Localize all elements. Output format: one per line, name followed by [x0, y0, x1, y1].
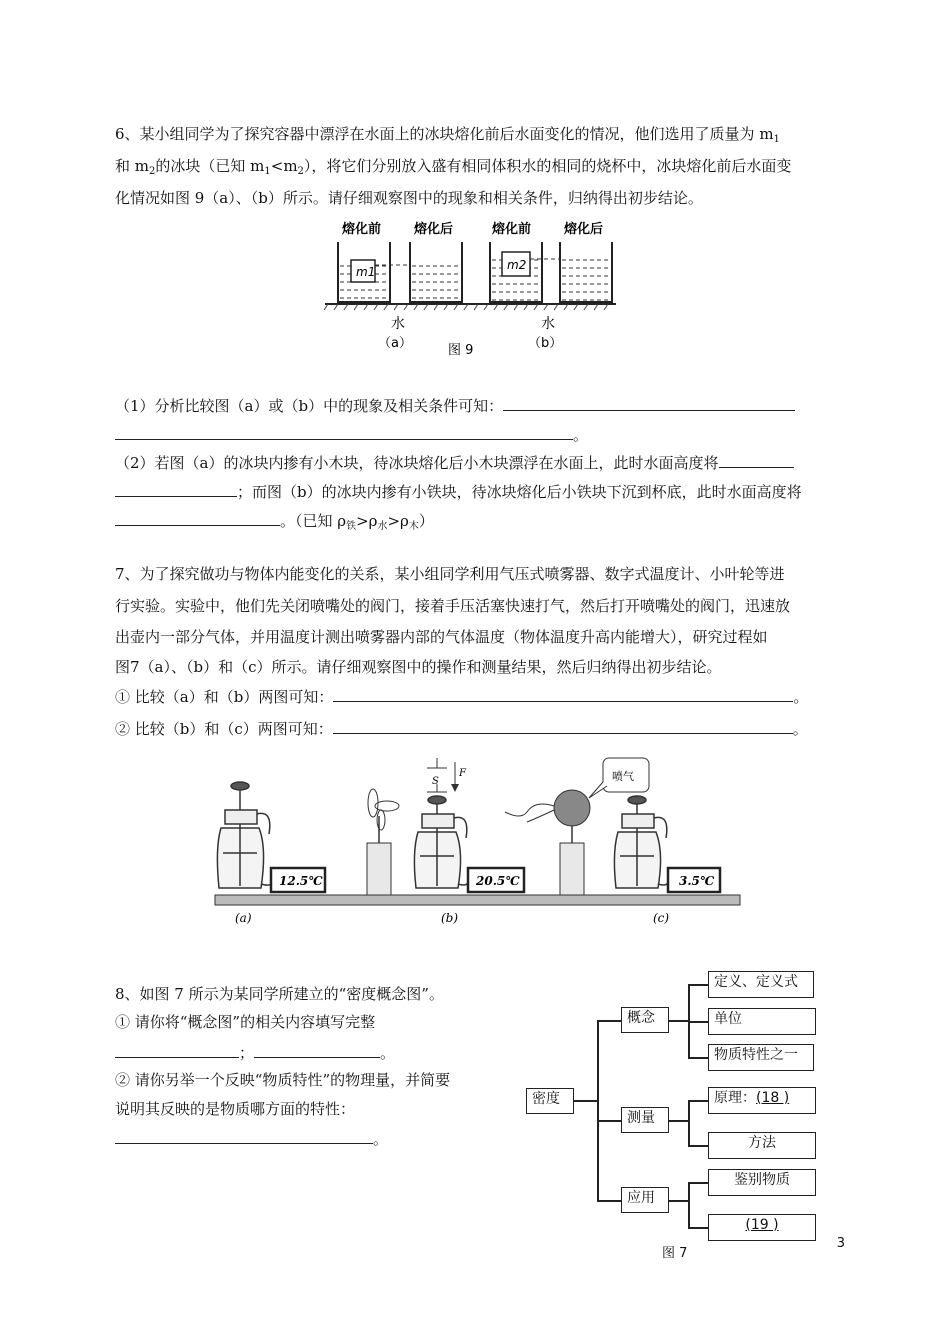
- node-property: 物质特性之一: [708, 1044, 814, 1071]
- q8-line1: 8、如图 7 所示为某同学所建立的“密度概念图”。: [115, 985, 444, 1003]
- q7-line2: 行实验。实验中，他们先关闭喷嘴处的阀门，接着手压活塞快速打气，然后打开喷嘴处的阀门，迅速放: [115, 597, 791, 615]
- q6-sub2-line2: ；而图（b）的冰块内掺有小铁块，待冰块熔化后小铁块下沉到杯底，此时水面高度将: [115, 480, 802, 503]
- q6-sub2-line3: 。（已知 $\rho_铁>\rho_水>\rho_木$）: [115, 509, 434, 538]
- q6-line1: 6、某小组同学为了探究容器中漂浮在水面上的冰块熔化前后水面变化的情况，他们选用了质量为 $m_1$: [115, 125, 780, 145]
- blank-18: (18 ): [756, 1090, 790, 1106]
- beaker-a-before: [338, 242, 390, 302]
- mass-label-b: m2: [507, 258, 527, 272]
- temp-reading-c: 3.5℃: [679, 874, 715, 888]
- fig7-label-a: (a): [235, 911, 252, 925]
- node-method: 方法: [708, 1132, 816, 1159]
- fan-icon: [368, 789, 399, 830]
- distance-s-label: S: [432, 776, 439, 787]
- figure-9-caption: 图 9: [448, 343, 474, 358]
- node-unit: 单位: [708, 1008, 816, 1035]
- node-concept: 概念: [621, 1007, 669, 1033]
- q6-sub1: （1）分析比较图（a）或（b）中的现象及相关条件可知：: [115, 394, 795, 417]
- impeller-icon: [554, 790, 590, 826]
- fig7-label-b: (b): [441, 911, 459, 925]
- sprayer-b: [414, 796, 466, 888]
- beaker-a-after: [410, 242, 462, 302]
- node-blank-19: [708, 1214, 816, 1241]
- label-before-a: 熔化前: [342, 222, 382, 237]
- water-label-a: 水: [391, 316, 405, 332]
- force-f-label: F: [459, 768, 466, 779]
- label-before-b: 熔化前: [492, 222, 532, 237]
- temp-reading-b: 20.5℃: [476, 874, 520, 888]
- node-apply: 应用: [621, 1187, 669, 1213]
- q6-sub1-cont: 。: [115, 423, 588, 446]
- q7-line3: 出壶内一部分气体，并用温度计测出喷雾器内部的气体温度（物体温度升高内能增大），研究过程如: [115, 628, 768, 646]
- sub-label-b: （b）: [528, 336, 563, 351]
- fig7-label-c: (c): [653, 911, 670, 925]
- node-principle: 原理：(18 ): [708, 1087, 816, 1114]
- q8-item2-blank: 。: [115, 1127, 388, 1150]
- q7-line1: 7、为了探究做功与物体内能变化的关系，某小组同学利用气压式喷雾器、数字式温度计、小叶轮等进: [115, 565, 785, 583]
- q7-item2: ② 比较（b）和（c）两图可知： 。: [115, 717, 808, 740]
- beaker-b-after: [560, 242, 612, 302]
- figure-7-caption: 图 7: [662, 1246, 688, 1261]
- q7-line4: 图7（a）、（b）和（c）所示。请仔细观察图中的操作和测量结果，然后归纳得出初步结论。: [115, 658, 722, 676]
- blank-19: (19 ): [745, 1217, 779, 1233]
- q7-item1: ① 比较（a）和（b）两图可知： 。: [115, 685, 808, 708]
- q6-line3: 化情况如图 9（a）、（b）所示。请仔细观察图中的现象和相关条件，归纳得出初步结论。: [115, 189, 703, 207]
- figure-7-sprayer: [205, 748, 750, 928]
- sprayer-c: [614, 796, 666, 888]
- spray-callout: 喷气: [612, 770, 634, 783]
- sprayer-a: [217, 782, 269, 888]
- node-density: 密度: [526, 1088, 574, 1114]
- sub-label-a: （a）: [378, 336, 412, 351]
- q8-item1: ① 请你将“概念图”的相关内容填写完整: [115, 1013, 376, 1031]
- q8-item2-line1: ② 请你另举一个反映“物质特性”的物理量，并简要: [115, 1071, 451, 1089]
- temp-reading-a: 12.5℃: [279, 874, 323, 888]
- node-identify: 鉴别物质: [708, 1169, 816, 1196]
- node-measure: 测量: [621, 1107, 669, 1133]
- mass-label-a: m1: [356, 265, 376, 279]
- label-after-b: 熔化后: [564, 222, 604, 237]
- q8-item1-blanks: ； 。: [115, 1041, 395, 1064]
- q6-sub2-line1: （2）若图（a）的冰块内掺有小木块，待冰块熔化后小木块漂浮在水面上，此时水面高度将: [115, 451, 794, 474]
- label-after-a: 熔化后: [414, 222, 454, 237]
- q6-line2: 和 $m_2$的冰块（已知 $m_1<m_2$），将它们分别放入盛有相同体积水的相同的烧杯中，冰块熔化前后水面变: [115, 157, 792, 177]
- water-label-b: 水: [541, 316, 555, 332]
- q8-item2-line2: 说明其反映的是物质哪方面的特性：: [115, 1100, 356, 1118]
- beaker-b-before: [490, 242, 542, 302]
- figure-9: [320, 214, 620, 362]
- page-number: 3: [836, 1236, 845, 1251]
- node-definition: 定义、定义式: [708, 971, 814, 998]
